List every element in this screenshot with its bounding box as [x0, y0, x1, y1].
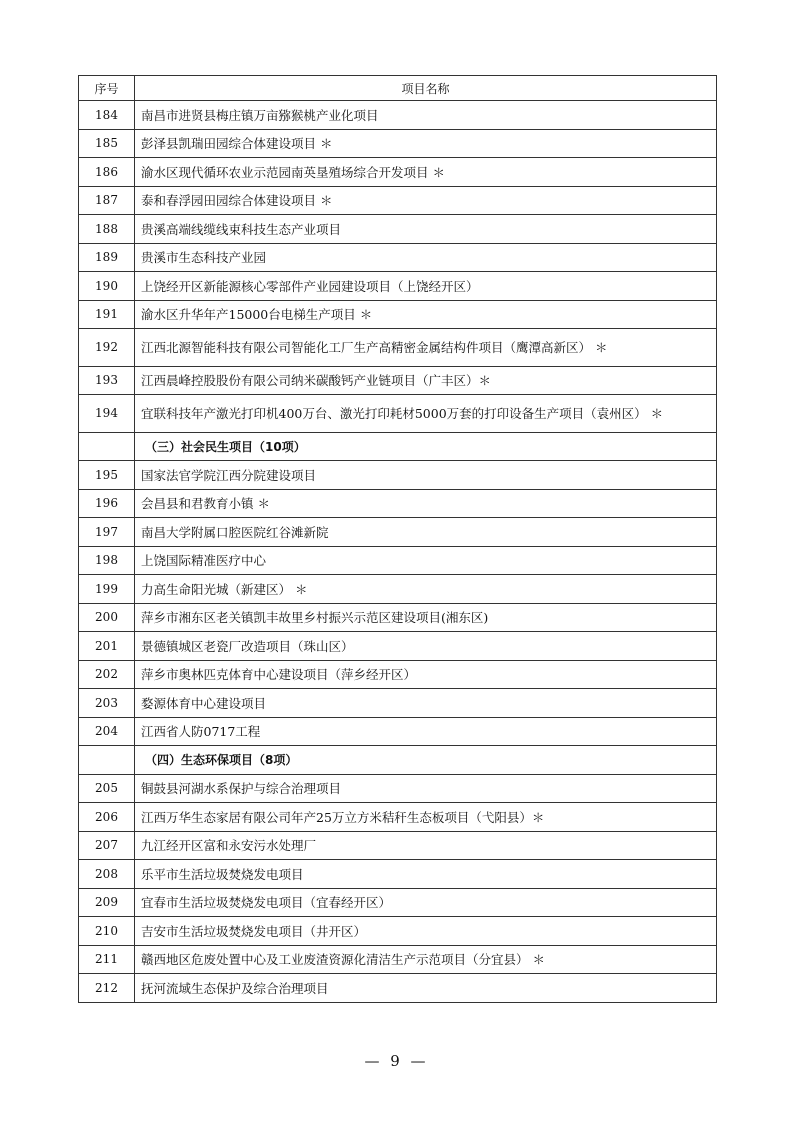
row-index: 188	[79, 215, 135, 244]
row-index: 207	[79, 831, 135, 860]
header-project-name: 项目名称	[135, 76, 717, 101]
row-index: 208	[79, 860, 135, 889]
table-row	[79, 546, 717, 575]
row-project-name: 彭泽县凯瑞田园综合体建设项目 ＊	[135, 129, 717, 158]
row-index: 184	[79, 101, 135, 130]
row-index: 191	[79, 300, 135, 329]
row-project-name: 宜联科技年产激光打印机400万台、激光打印耗材5000万套的打印设备生产项目（袁州区） ＊	[135, 395, 717, 433]
row-index: 192	[79, 329, 135, 367]
row-index: 196	[79, 489, 135, 518]
table-row	[79, 917, 717, 946]
table-header-row	[79, 76, 717, 101]
table-row	[79, 717, 717, 746]
row-project-name: 九江经开区富和永安污水处理厂	[135, 831, 717, 860]
table-row	[79, 603, 717, 632]
row-project-name: 宜春市生活垃圾焚烧发电项目（宜春经开区）	[135, 888, 717, 917]
row-project-name: 景德镇城区老瓷厂改造项目（珠山区）	[135, 632, 717, 661]
row-project-name: 泰和春浮园田园综合体建设项目 ＊	[135, 186, 717, 215]
row-project-name: 乐平市生活垃圾焚烧发电项目	[135, 860, 717, 889]
section-heading: （四）生态环保项目（8项）	[135, 746, 717, 775]
page-number: — 9 —	[364, 1052, 429, 1070]
row-index: 205	[79, 774, 135, 803]
row-project-name: 婺源体育中心建设项目	[135, 689, 717, 718]
row-project-name: 江西万华生态家居有限公司年产25万立方米秸秆生态板项目（弋阳县）＊	[135, 803, 717, 832]
project-table	[78, 75, 717, 1003]
row-project-name: 萍乡市奥林匹克体育中心建设项目（萍乡经开区）	[135, 660, 717, 689]
row-project-name: 上饶国际精准医疗中心	[135, 546, 717, 575]
table-row	[79, 945, 717, 974]
row-project-name: 抚河流域生态保护及综合治理项目	[135, 974, 717, 1003]
row-project-name: 力高生命阳光城（新建区） ＊	[135, 575, 717, 604]
row-project-name: 南昌大学附属口腔医院红谷滩新院	[135, 518, 717, 547]
table-row	[79, 575, 717, 604]
row-project-name: 江西北源智能科技有限公司智能化工厂生产高精密金属结构件项目（鹰潭高新区） ＊	[135, 329, 717, 367]
row-index: 187	[79, 186, 135, 215]
row-project-name: 吉安市生活垃圾焚烧发电项目（井开区）	[135, 917, 717, 946]
table-row	[79, 272, 717, 301]
table-row	[79, 186, 717, 215]
table-row	[79, 489, 717, 518]
row-project-name: 南昌市进贤县梅庄镇万亩猕猴桃产业化项目	[135, 101, 717, 130]
table-row	[79, 300, 717, 329]
row-index: 200	[79, 603, 135, 632]
row-project-name: 萍乡市湘东区老关镇凯丰故里乡村振兴示范区建设项目(湘东区)	[135, 603, 717, 632]
row-project-name: 铜鼓县河湖水系保护与综合治理项目	[135, 774, 717, 803]
table-row	[79, 461, 717, 490]
row-index: 204	[79, 717, 135, 746]
row-index: 209	[79, 888, 135, 917]
row-index: 212	[79, 974, 135, 1003]
table-row	[79, 803, 717, 832]
section-row	[79, 746, 717, 775]
table-row	[79, 831, 717, 860]
table-row	[79, 774, 717, 803]
row-project-name: 赣西地区危废处置中心及工业废渣资源化清洁生产示范项目（分宜县） ＊	[135, 945, 717, 974]
row-index: 189	[79, 243, 135, 272]
row-project-name: 贵溪市生态科技产业园	[135, 243, 717, 272]
row-index	[79, 432, 135, 461]
row-project-name: 国家法官学院江西分院建设项目	[135, 461, 717, 490]
table-row	[79, 518, 717, 547]
table-row	[79, 888, 717, 917]
table-row	[79, 215, 717, 244]
row-index	[79, 746, 135, 775]
section-row	[79, 432, 717, 461]
row-index: 195	[79, 461, 135, 490]
row-project-name: 渝水区现代循环农业示范园南英垦殖场综合开发项目 ＊	[135, 158, 717, 187]
row-project-name: 江西省人防0717工程	[135, 717, 717, 746]
row-project-name: 上饶经开区新能源核心零部件产业园建设项目（上饶经开区）	[135, 272, 717, 301]
table-row	[79, 689, 717, 718]
row-index: 190	[79, 272, 135, 301]
table-row	[79, 974, 717, 1003]
row-project-name: 会昌县和君教育小镇 ＊	[135, 489, 717, 518]
row-project-name: 江西晨峰控股股份有限公司纳米碳酸钙产业链项目（广丰区）＊	[135, 366, 717, 395]
row-index: 199	[79, 575, 135, 604]
row-project-name: 贵溪高端线缆线束科技生态产业项目	[135, 215, 717, 244]
row-index: 206	[79, 803, 135, 832]
table-row	[79, 660, 717, 689]
table-row	[79, 860, 717, 889]
table-row	[79, 243, 717, 272]
row-index: 197	[79, 518, 135, 547]
table-row	[79, 395, 717, 433]
row-index: 203	[79, 689, 135, 718]
row-index: 185	[79, 129, 135, 158]
table-row	[79, 158, 717, 187]
row-index: 210	[79, 917, 135, 946]
row-index: 202	[79, 660, 135, 689]
row-index: 201	[79, 632, 135, 661]
row-index: 211	[79, 945, 135, 974]
row-index: 194	[79, 395, 135, 433]
section-heading: （三）社会民生项目（10项）	[135, 432, 717, 461]
table-row	[79, 101, 717, 130]
table-row	[79, 632, 717, 661]
row-index: 186	[79, 158, 135, 187]
table-row	[79, 329, 717, 367]
table-row	[79, 366, 717, 395]
row-index: 198	[79, 546, 135, 575]
header-index: 序号	[79, 76, 135, 101]
row-project-name: 渝水区升华年产15000台电梯生产项目 ＊	[135, 300, 717, 329]
table-row	[79, 129, 717, 158]
row-index: 193	[79, 366, 135, 395]
